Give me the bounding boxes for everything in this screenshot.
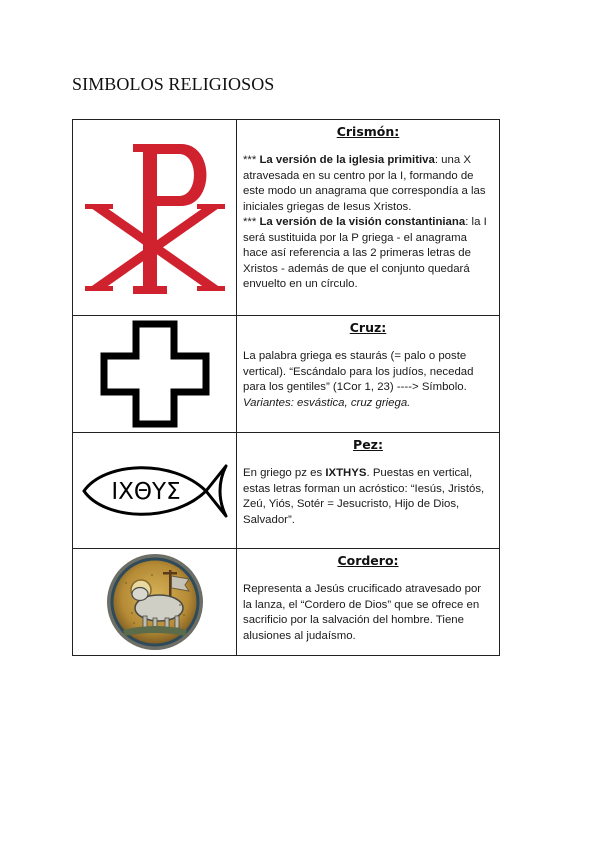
paragraph-text: En griego pz es bbox=[243, 467, 326, 479]
symbol-title: Pez: bbox=[353, 437, 383, 452]
paragraph-text: . Puestas en vertical, estas letras forman un acróstico: “Iesús, Jristós, Zeú, Yiós, Sotér = Jesucristo, Hijo de Dios, Salvador”. bbox=[243, 467, 485, 526]
paragraph-prefix: *** bbox=[243, 216, 260, 228]
paragraph-prefix: *** bbox=[243, 154, 260, 166]
table-row-cruz bbox=[73, 316, 500, 433]
ichthys-fish-icon bbox=[80, 460, 230, 522]
ichthys-letters: ΙΧΘΥΣ bbox=[110, 478, 181, 505]
paragraph-text: : una X atravesada en su centro por la I, formando de este modo un anagrama que correspondía a las iniciales griegas de Iesus Xristos. bbox=[243, 154, 486, 213]
symbol-text-cell bbox=[237, 433, 500, 549]
table-row-pez bbox=[73, 433, 500, 549]
symbol-description bbox=[243, 349, 493, 411]
symbol-text-cell bbox=[237, 549, 500, 656]
symbol-description bbox=[243, 466, 493, 528]
table-row-crismon bbox=[73, 120, 500, 316]
paragraph-text: : la I será sustituida por la P griega - el anagrama hace así referencia a las 2 primeras letras de Xristos - además de que el conjunto quedará envuelto en un círculo. bbox=[243, 216, 487, 290]
paragraph-bold: La versión de la iglesia primitiva bbox=[259, 154, 435, 166]
symbol-image-cell bbox=[73, 433, 237, 549]
paragraph-bold: IXTHYS bbox=[325, 467, 367, 479]
table-row-cordero bbox=[73, 549, 500, 656]
symbol-description bbox=[243, 153, 493, 293]
symbol-title: Crismón: bbox=[336, 124, 400, 139]
symbol-text-cell bbox=[237, 120, 500, 316]
symbol-image-cell bbox=[73, 120, 237, 316]
lamb-of-god-mosaic-icon bbox=[105, 552, 205, 652]
chi-rho-icon bbox=[85, 138, 225, 298]
paragraph-text: La palabra griega es staurás (= palo o poste vertical). “Escándalo para los judíos, necedad para los gentiles” (1Cor 1, 23) ----> Símbolo. bbox=[243, 350, 474, 393]
paragraph-bold: La versión de la visión constantiniana bbox=[259, 216, 466, 228]
symbols-table bbox=[72, 119, 500, 656]
greek-cross-icon bbox=[100, 320, 210, 428]
symbol-text-cell bbox=[237, 316, 500, 433]
symbol-title: Cordero: bbox=[337, 553, 399, 568]
paragraph-italic: Variantes: esvástica, cruz griega. bbox=[243, 396, 411, 409]
symbol-description: Representa a Jesús crucificado atravesado por la lanza, el “Cordero de Dios” que se ofrece en sacrificio por la salvación del hombre. Tiene alusiones al judaísmo. bbox=[243, 583, 482, 642]
symbol-image-cell bbox=[73, 316, 237, 433]
symbol-title: Cruz: bbox=[349, 320, 387, 335]
symbol-image-cell bbox=[73, 549, 237, 656]
page-title: SIMBOLOS RELIGIOSOS bbox=[72, 74, 275, 94]
